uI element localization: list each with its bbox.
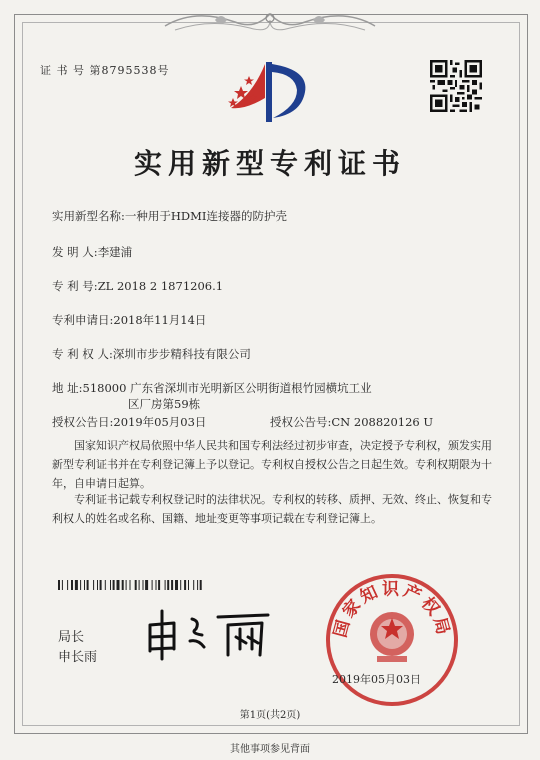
field-grant-no	[270, 414, 433, 430]
field-patent-no-value: ZL 2018 2 1871206.1	[97, 279, 224, 293]
field-grant-date-value: 2019年05月03日	[113, 415, 207, 429]
seal-text: 国家知识产权局	[330, 579, 454, 640]
top-ornament-icon	[155, 6, 385, 38]
field-grant-date-label: 授权公告日:	[52, 415, 114, 429]
field-inventor	[52, 244, 132, 260]
field-name-label: 实用新型名称:	[52, 209, 125, 223]
signatory-name: 申长雨	[58, 650, 98, 665]
signatory-title: 局长	[58, 630, 85, 645]
footer-note: 其他事项参见背面	[230, 744, 310, 755]
handwritten-signature-icon	[140, 603, 280, 663]
official-seal-icon	[322, 570, 462, 710]
field-name-value: 一种用于HDMI连接器的防护壳	[124, 209, 287, 223]
field-grant-no-value: CN 208820126 U	[331, 415, 434, 429]
certificate-number: 证 书 号 第8795538号	[40, 64, 170, 77]
field-inventor-label: 发 明 人:	[52, 245, 98, 259]
field-address-value-line2: 区厂房第59栋	[128, 397, 201, 411]
field-grant-no-label: 授权公告号:	[270, 415, 332, 429]
body-paragraph-2: 专利证书记载专利权登记时的法律状况。专利权的转移、质押、无效、终止、恢复和专利权人的姓名或名称、国籍、地址变更等事项记载在专利登记簿上。	[52, 493, 492, 525]
field-inventor-value: 李建浦	[97, 245, 133, 259]
field-patent-no-label: 专 利 号:	[52, 279, 98, 293]
field-address	[52, 380, 372, 396]
field-filing-date-label: 专利申请日:	[52, 313, 114, 327]
field-patentee	[52, 346, 251, 362]
seal-date: 2019年05月03日	[332, 673, 421, 686]
field-grant-date	[52, 414, 206, 430]
field-filing-date-value: 2018年11月14日	[113, 313, 207, 327]
barcode-icon	[58, 580, 288, 590]
field-patentee-value: 深圳市步步精科技有限公司	[112, 347, 251, 361]
qr-code-icon	[430, 60, 482, 112]
field-patentee-label: 专 利 权 人:	[52, 347, 113, 361]
field-address-value-line1: 518000 广东省深圳市光明新区公明街道根竹园横坑工业	[82, 381, 372, 395]
cnipa-logo-icon	[225, 58, 315, 128]
document-title: 实用新型专利证书	[133, 147, 406, 180]
body-paragraph-1: 国家知识产权局依照中华人民共和国专利法经过初步审查，决定授予专利权，颁发实用新型专利证书并在专利登记簿上予以登记。专利权自授权公告之日起生效。专利权期限为十年，自申请日起算。	[52, 439, 492, 490]
field-filing-date	[52, 312, 206, 328]
field-address-line2	[128, 396, 200, 412]
field-name	[52, 208, 287, 224]
page-number: 第1页(共2页)	[239, 710, 301, 721]
field-address-label: 地 址:	[52, 381, 83, 395]
field-patent-no	[52, 278, 223, 294]
